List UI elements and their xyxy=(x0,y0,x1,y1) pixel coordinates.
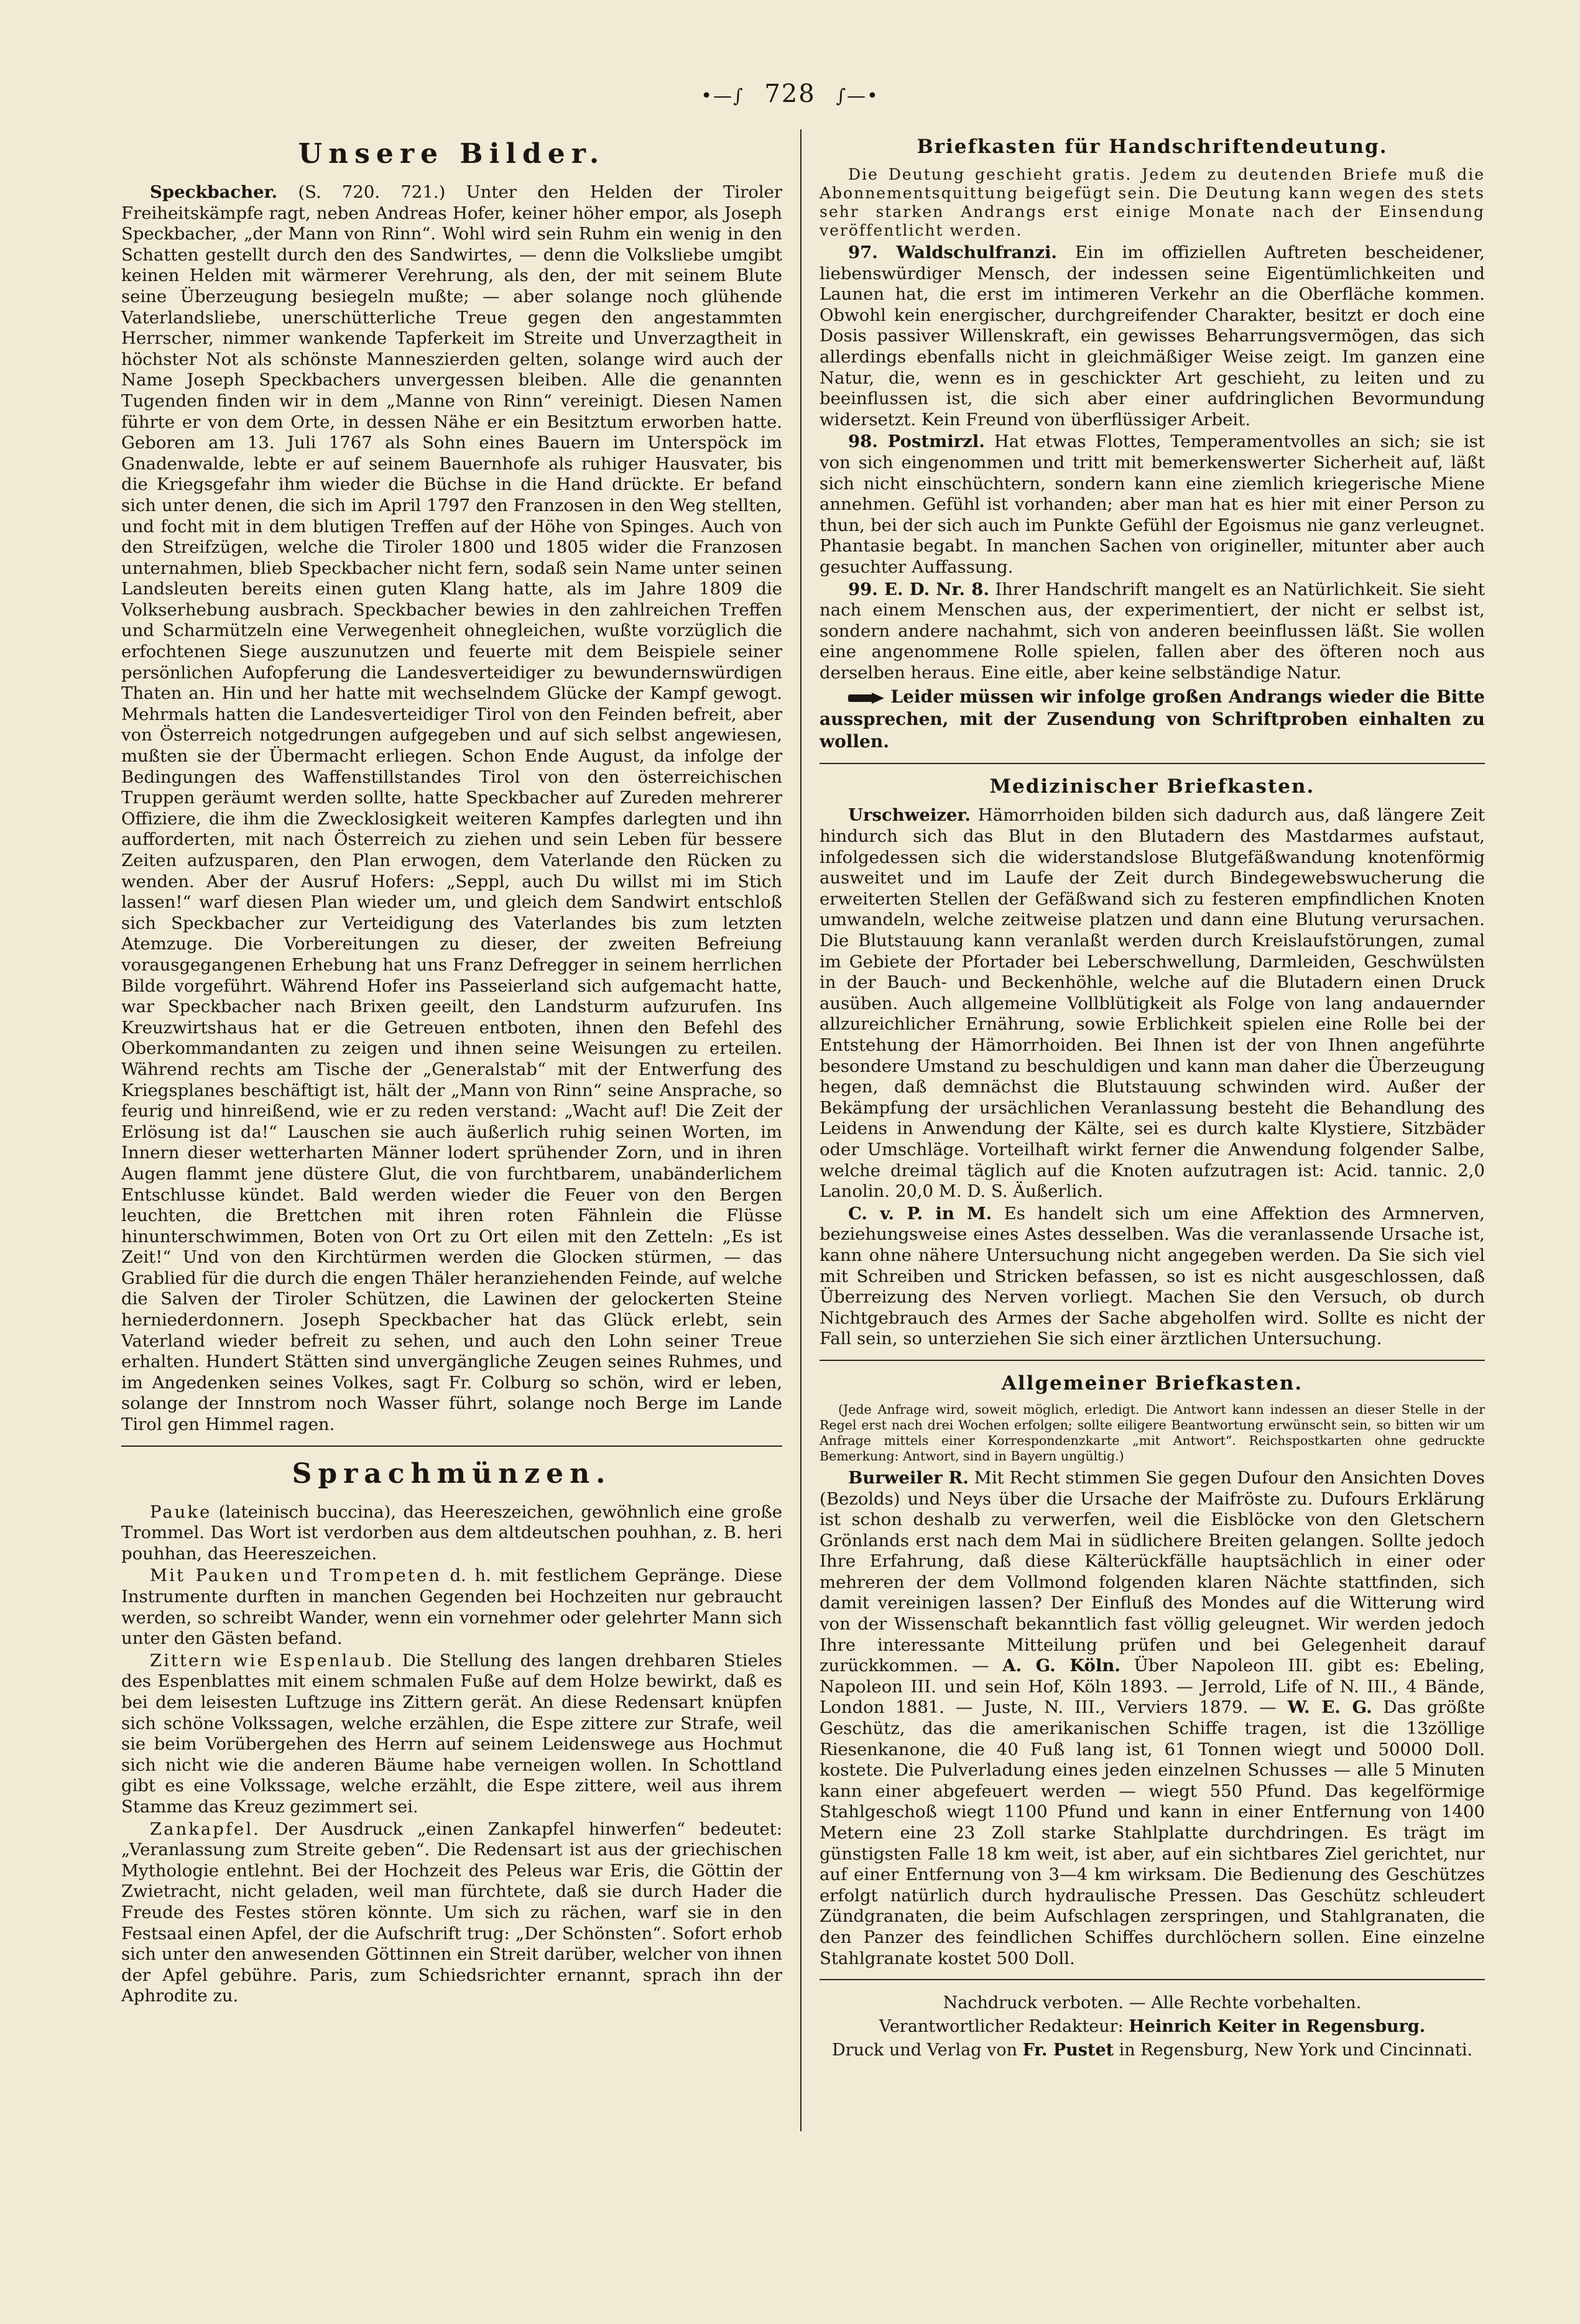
entry-text: Der Ausdruck „einen Zankapfel hinwerfen“ bedeutet: „Veranlassung zum Streite geben“. Die Redensart ist aus der griechischen Mythologie entlehnt. Bei der Hochzeit des Peleus war Eris, die Göttin der Zwietracht, nicht geladen, weil man fürchtete, daß sie durch Hader die Freude des Festes stören könnte. Um sich zu rächen, warf sie in den Festsaal einen Apfel, der die Aufschrift trug: „Der Schönsten“. Sofort erhob sich unter den anwesenden Göttinnen ein Streit darüber, welcher von ihnen der Apfel gebühre. Paris, zum Schiedsrichter ernannt, sprach ihn der Aphrodite zu. xyxy=(121,1819,782,2006)
column-divider xyxy=(800,129,802,2131)
entry-lead: Mit Pauken und Trompeten xyxy=(150,1565,441,1586)
right-column xyxy=(820,129,1485,2062)
imprint-rights: Nachdruck verboten. — Alle Rechte vorbehalten. xyxy=(943,1993,1362,2013)
entry-text: Ein im offiziellen Auftreten bescheidener, liebenswürdiger Mensch, der indessen seine Eigentümlichkeiten und Launen hat, die erst im intimeren Verkehr an die Oberfläche kommen. Obwohl kein energischer, durchgreifender Charakter, besitzt er doch eine Dosis passiver Willenskraft, ein gewisses Beharrungsvermögen, das sich allerdings ebenfalls nicht in gleichmäßiger Weise zeigt. Im ganzen eine Natur, die, wenn es in geschickter Art geschieht, zu leiten und zu beeinflussen ist, die sich aber einer aufdringlichen Bevormundung widersetzt. Kein Freund von überflüssiger Arbeit. xyxy=(820,242,1485,430)
section-divider xyxy=(820,763,1485,764)
entry-zankapfel xyxy=(121,1819,782,2007)
imprint-editor xyxy=(820,2015,1485,2039)
entry-espenlaub xyxy=(121,1651,782,1818)
ornament-right: ∫—• xyxy=(836,85,879,107)
section-divider xyxy=(820,1979,1485,1980)
article-text: Unter den Helden der Tiroler Freiheitskämpfe ragt, neben Andreas Hofer, keiner höher empor, als Joseph Speckbacher, „der Mann von Rinn“. Wohl wird sein Ruhm ein wenig in den Schatten gestellt durch den des Sandwirtes, — denn die Volksliebe umgibt keinen Helden mit wärmerer Verehrung, als den, der mit seinem Blute seine Überzeugung besiegeln mußte; — aber solange noch glühende Vaterlandsliebe, unerschütterliche Treue gegen den angestammten Herrscher, nimmer wankende Tapferkeit im Streite und Unverzagtheit in höchster Not als schönste Manneszierden gelten, solange wird auch der Name Joseph Speckbachers unvergessen bleiben. Alle die genannten Tugenden finden wir in dem „Manne von Rinn“ vereinigt. Diesen Namen führte er von dem Orte, in dessen Nähe er ein Besitztum erworben hatte. Geboren am 13. Juli 1767 als Sohn eines Bauern im Unterspöck im Gnadenwalde, lebte er auf seinem Bauernhofe als ruhiger Hausvater, bis die Kriegsgefahr ihm wieder die Büchse in die Hand drückte. Er befand sich unter denen, die sich im April 1797 den Franzosen in den Weg stellten, und focht mit in dem blutigen Treffen auf der Höhe von Spinges. Auch von den Streifzügen, welche die Tiroler 1800 und 1805 wider die Franzosen unternahmen, blieb Speckbacher nicht fern, sodaß sein Name unter seinen Landsleuten bereits einen guten Klang hatte, als im Jahre 1809 die Volkserhebung ausbrach. Speckbacher bewies in den zahlreichen Treffen und Scharmützeln eine Verwegenheit ohnegleichen, wußte vorzüglich die erfochtenen Siege auszunutzen und feuerte mit dem Beispiele seiner persönlichen Aufopferung die Landesverteidiger zu bewundernswürdigen Thaten an. Hin und her hatte mit wechselndem Glücke der Kampf gewogt. Mehrmals hatten die Landesverteidiger Tirol von den Feinden befreit, aber von Österreich notgedrungen aufgegeben und auf sich selbst angewiesen, mußten sie der Übermacht erliegen. Schon Ende August, da infolge der Bedingungen des Waffenstillstandes Tirol von den österreichischen Truppen geräumt werden sollte, hatte Speckbacher auf Zureden mehrerer Offiziere, die ihm die Zwecklosigkeit weiteren Kampfes darlegten und ihn aufforderten, mit nach Österreich zu ziehen und sein Leben für bessere Zeiten aufzusparen, den Plan erwogen, dem Vaterlande den Rücken zu wenden. Aber der Ausruf Hofers: „Seppl, auch Du willst mi im Stich lassen!“ warf diesen Plan wieder um, und gleich dem Sandwirt entschloß sich Speckbacher zur Verteidigung des Vaterlandes bis zum letzten Atemzuge. Die Vorbereitungen zu dieser, der zweiten Befreiung vorausgegangenen Erhebung hat uns Franz Defregger in seinem herrlichen Bilde vorgeführt. Während Hofer ins Passeierland sich aufgemacht hatte, war Speckbacher nach Brixen geeilt, den Landsturm aufzurufen. Ins Kreuzwirtshaus hat er die Getreuen entboten, ihnen den Befehl des Oberkommandanten zu zeigen und ihnen seine Weisungen zu erteilen. Während rechts am Tische der „Generalstab“ mit der Entwerfung des Kriegsplanes beschäftigt ist, hält der „Mann von Rinn“ seine Ansprache, so feurig und hinreißend, wie er zu reden verstand: „Wacht auf! Die Zeit der Erlösung ist da!“ Lauschen sie auch äußerlich ruhig seinen Worten, im Innern dieser wetterharten Männer lodert sprühender Zorn, und in ihren Augen flammt jene düstere Glut, die von furchtbarem, unabänderlichem Entschlusse kündet. Bald werden wieder die Feuer von den Bergen leuchten, die Brettchen mit ihren roten Fähnlein die Flüsse hinunterschwimmen, Boten von Ort zu Ort eilen mit den Zetteln: „Es ist Zeit!“ Und von den Kirchtürmen werden die Glocken stürmen, — das Grablied für die durch die engen Thäler heranziehenden Feinde, auf welche die Salven der Tiroler Schützen, die Lawinen der gelockerten Steine herniederdonnern. Joseph Speckbacher hat das Glück erlebt, sein Vaterland wieder befreit zu sehen, und auch den Lohn seiner Treue erhalten. Hundert Stätten sind unvergängliche Zeugen seines Ruhmes, und im Angedenken seines Volkes, sagt Fr. Colburg so schön, wird er leben, solange der Innstrom noch Wasser führt, solange noch Berge im Lande Tirol gen Himmel ragen. xyxy=(121,182,782,1435)
imprint xyxy=(820,1991,1485,2062)
entry-lead: 98. Postmirzl. xyxy=(848,431,985,452)
pointing-hand-icon xyxy=(848,691,884,705)
entry-lead: Urschweizer. xyxy=(848,805,971,826)
handschrift-intro: Die Deutung geschieht gratis. Jedem zu deutenden Briefe muß die Abonnementsquittung beigefügt sein. Die Deutung kann wegen des stets sehr starken Andrangs erst einige Monate nach der Einsendung veröffentlicht werden. xyxy=(820,165,1485,239)
entry-lead: C. v. P. in M. xyxy=(848,1203,992,1224)
article-speckbacher xyxy=(121,182,782,1436)
imprint-publisher-places: in Regensburg, New York und Cincinnati. xyxy=(1114,2040,1473,2060)
entry-text: (lateinisch buccina), das Heereszeichen, gewöhnlich eine große Trommel. Das Wort ist verdorben aus dem altdeutschen pouhhan, z. B. heri pouhhan, das Heereszeichen. xyxy=(121,1501,782,1564)
imprint-publisher xyxy=(820,2039,1485,2062)
allgemein-note: (Jede Anfrage wird, soweit möglich, erledigt. Die Antwort kann indessen an dieser Stelle in der Regel erst nach drei Wochen erfolgen; sollte eiligere Beantwortung erwünscht sein, so bitten wir um Anfrage mittels einer Korrespondenzkarte „mit Antwort“. Reichspostkarten ohne gedruckte Bemerkung: Antwort, sind in Bayern ungültig.) xyxy=(820,1401,1485,1464)
section-title-medizin: Medizinischer Briefkasten. xyxy=(989,775,1315,798)
entry-lead: Zankapfel. xyxy=(150,1819,261,1839)
section-title-sprachmuenzen: Sprachmünzen. xyxy=(292,1457,612,1490)
imprint-publisher-name: Fr. Pustet xyxy=(1022,2040,1114,2060)
entry-text: Das größte Geschütz, das die amerikanischen Schiffe tragen, ist die 13zöllige Riesenkanone, die 40 Fuß lang ist, 61 Tonnen wiegt und 50000 Doll. kostete. Die Pulverladung eines jeden einzelnen Schusses — alle 5 Minuten kann einer abgefeuert werden — wiegt 550 Pfund. Das kegelförmige Stahlgeschoß wiegt 1100 Pfund und kann in einer Entfernung von 1400 Metern eine 23 Zoll starke Stahlplatte durchdringen. Es trägt im günstigsten Falle 18 km weit, ist aber, auf ein sichtbares Ziel gerichtet, nur auf einer Entfernung von 3—4 km wirksam. Die Bedienung des Geschützes erfolgt natürlich durch hydraulische Pressen. Das Geschütz schleudert Zündgranaten, die beim Aufschlagen zerspringen, und Stahlgranaten, die den Panzer des feindlichen Schiffes durchlöchern sollen. Eine einzelne Stahlgranate kostet 500 Doll. xyxy=(820,1697,1485,1968)
entry-lead: W. E. G. xyxy=(1287,1697,1372,1718)
entry-text: Ihrer Handschrift mangelt es an Natürlichkeit. Sie sieht nach einem Menschen aus, der experimentiert, der nicht er selbst ist, sondern andere nachahmt, sich von anderen beeinflussen läßt. Sie wollen eine angenommene Rolle spielen, fallen aber des öfteren noch aus derselben heraus. Eine eitle, aber keine selbständige Natur. xyxy=(820,579,1485,683)
ornament-left: •—∫ xyxy=(701,85,744,107)
entry-lead: 99. E. D. Nr. 8. xyxy=(848,579,989,599)
imprint-editor-label: Verantwortlicher Redakteur: xyxy=(879,2017,1129,2037)
entry-lead: A. G. Köln. xyxy=(1002,1656,1120,1676)
entry-text: Hat etwas Flottes, Temperamentvolles an sich; sie ist von sich eingenommen und tritt mit bemerkenswerter Sicherheit auf, läßt sich nicht einschüchtern, sondern kann eine ziemlich kriegerische Miene annehmen. Gefühl ist vorhanden; aber man hat es hier mit einer Person zu thun, bei der sich auch im Punkte Gefühl der Egoismus nie ganz verleugnet. Phantasie begabt. In manchen Sachen von origineller, mitunter aber auch gesuchter Auffassung. xyxy=(820,431,1485,577)
section-divider xyxy=(820,1360,1485,1361)
entry-98 xyxy=(820,431,1485,578)
entry-pauke xyxy=(121,1502,782,1565)
entry-cvp xyxy=(820,1204,1485,1350)
entry-text: Hämorrhoiden bilden sich dadurch aus, daß längere Zeit hindurch sich das Blut in den Blutadern des Mastdarmes aufstaut, infolgedessen sich die widerstandslose Blutgefäßwandung knotenförmig ausweitet und im Laufe der Zeit durch Bindegewebswucherung die erweiterten Stellen der Gefäßwand sich zu festeren empfindlichen Knoten umwandeln, welche zeitweise platzen und dann eine Blutung verursachen. Die Blutstauung kann veranlaßt werden durch Kreislaufstörungen, zumal im Gebiete der Pfortader bei Leberschwellung, Darmleiden, Geschwülsten in der Bauch- und Beckenhöhle, welche auf die Blutadern einen Druck ausüben. Auch allgemeine Vollblütigkeit als Folge von lang andauernder allzureichlicher Ernährung, sowie Erblichkeit spielen eine Rolle bei der Entstehung der Hämorrhoiden. Bei Ihnen ist der von Ihnen angeführte besondere Umstand zu beschuldigen und kann man daher die Überzeugung hegen, daß demnächst die Blutstauung schwinden wird. Außer der Bekämpfung der ursächlichen Veranlassung besteht die Behandlung des Leidens in Anwendung der Kälte, sei es durch kalte Klystiere, Sitzbäder oder Umschläge. Vorteilhaft wirkt ferner die Anwendung folgender Salbe, welche dreimal täglich auf die Knoten aufzutragen ist: Acid. tannic. 2,0 Lanolin. 20,0 M. D. S. Äußerlich. xyxy=(820,805,1485,1202)
article-ref: (S. 720. 721.) xyxy=(277,182,466,202)
entry-97 xyxy=(820,242,1485,430)
section-title-handschrift: Briefkasten für Handschriftendeutung. xyxy=(917,136,1388,158)
entry-lead: 97. Waldschulfranzi. xyxy=(848,242,1057,262)
left-column xyxy=(121,129,782,2008)
entry-text: Über Napoleon III. gibt es: Ebeling, Napoleon III. und sein Hof, Köln 1893. — Jerrold, Life of N. III., 4 Bände, London 1881. — Juste, N. III., Verviers 1879. — xyxy=(820,1656,1485,1718)
entry-lead: Pauke xyxy=(150,1501,212,1522)
entry-99 xyxy=(820,579,1485,684)
notice-text: Leider müssen wir infolge großen Andrangs wieder die Bitte aussprechen, mit der Zusendung von Schriftproben einhalten zu wollen. xyxy=(820,686,1485,752)
section-divider xyxy=(121,1446,782,1447)
page-number: 728 xyxy=(764,80,816,108)
entry-burweiler xyxy=(820,1468,1485,1969)
imprint-publisher-label: Druck und Verlag von xyxy=(831,2040,1023,2060)
handschrift-notice xyxy=(820,686,1485,753)
entry-lead: Burweiler R. xyxy=(848,1467,969,1488)
page-number-header xyxy=(0,80,1580,108)
entry-text: Mit Recht stimmen Sie gegen Dufour den Ansichten Doves (Bezolds) und Neys über die Ursache der Maifröste zu. Dufours Erklärung ist schon deshalb zu verwerfen, weil die Eisblöcke von den Gletschern Grönlands erst nach dem Mai in südlichere Breiten gelangen. Sollte jedoch Ihre Erfahrung, daß diese Kälterückfälle hauptsächlich in einer oder mehreren der dem Vollmond folgenden klaren Nächte stattfinden, sich damit vereinigen lassen? Der Einfluß des Mondes auf die Witterung wird von der Wissenschaft bekanntlich fast völlig geleugnet. Wir werden jedoch Ihre interessante Mitteilung prüfen und bei Gelegenheit darauf zurückkommen. — xyxy=(820,1467,1485,1676)
article-lead: Speckbacher. xyxy=(150,182,278,202)
entry-text: Es handelt sich um eine Affektion des Armnerven, beziehungsweise eines Astes desselben. Was die veranlassende Ursache ist, kann ohne nähere Untersuchung nicht angegeben werden. Da Sie sich viel mit Schreiben und Stricken befassen, so ist es nicht ausgeschlossen, daß Überreizung des Nerven vorliegt. Machen Sie den Versuch, ob durch Nichtgebrauch des Armes der Sache abgeholfen wird. Sollte es nicht der Fall sein, so unterziehen Sie sich einer ärztlichen Untersuchung. xyxy=(820,1203,1485,1349)
section-title-allgemein: Allgemeiner Briefkasten. xyxy=(1001,1372,1303,1395)
entry-text: d. h. mit festlichem Gepränge. Diese Instrumente durften in manchen Gegenden bei Hochzeiten nur gebraucht werden, so schreibt Wander, wenn ein vornehmer oder gelehrter Mann sich unter den Gästen befand. xyxy=(121,1565,782,1649)
entry-urschweizer xyxy=(820,805,1485,1202)
section-title-bilder: Unsere Bilder. xyxy=(298,138,606,170)
entry-lead: Zittern wie Espenlaub. xyxy=(150,1650,394,1671)
imprint-editor-name: Heinrich Keiter in Regensburg. xyxy=(1129,2017,1426,2037)
entry-text: Die Stellung des langen drehbaren Stieles des Espenblattes mit einem schmalen Fuße auf dem Holze bewirkt, daß es bei dem leisesten Luftzuge ins Zittern gerät. An diese Redensart knüpfen sich schöne Volkssagen, welche erzählen, die Espe zittere zur Strafe, weil sie beim Vorübergehen des Herrn auf seinem Leidenswege aus Hochmut sich nicht wie die anderen Bäume habe verneigen wollen. In Schottland gibt es eine Volkssage, welche erzählt, die Espe zittere, weil aus ihrem Stamme das Kreuz gezimmert sei. xyxy=(121,1650,782,1817)
entry-pauken-trompeten xyxy=(121,1565,782,1649)
